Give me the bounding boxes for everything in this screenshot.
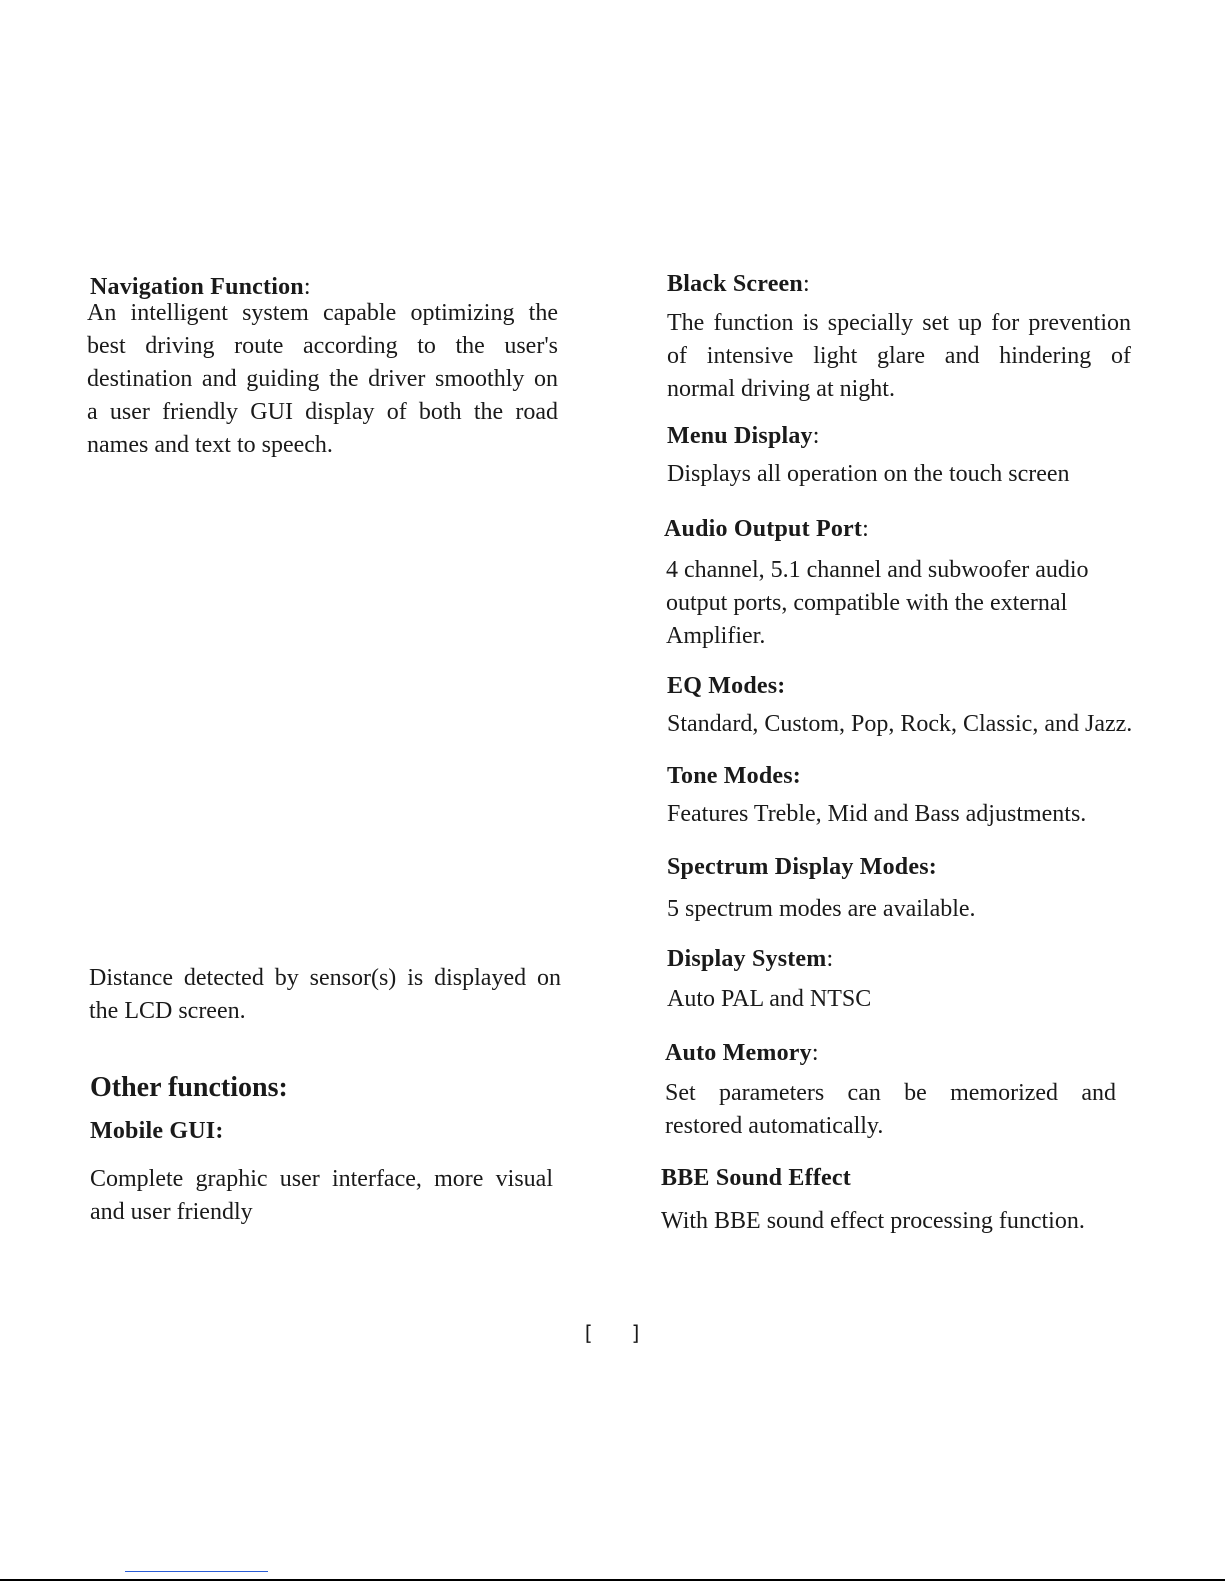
navigation-paragraph: An intelligent system capable optimizing the best driving route according to the user's destination and guiding the driver smoothly on a user friendly GUI display of both the road names and text to speech. xyxy=(87,300,558,458)
audio-output-paragraph: 4 channel, 5.1 channel and subwoofer audio output ports, compatible with the external Amplifier. xyxy=(666,557,1089,649)
sensor-paragraph: Distance detected by sensor(s) is displayed on the LCD screen. xyxy=(89,965,561,1024)
mobile-gui-paragraph: Complete graphic user interface, more visual and user friendly xyxy=(90,1166,553,1225)
bbe-heading: BBE Sound Effect xyxy=(661,1165,851,1191)
auto-memory-heading: Auto Memory: xyxy=(665,1040,819,1066)
page-number-marker: [ ] xyxy=(582,1321,643,1345)
tone-modes-heading: Tone Modes: xyxy=(667,763,801,789)
other-functions-title: Other functions: xyxy=(90,1072,288,1103)
menu-display-heading: Menu Display: xyxy=(667,423,820,449)
spectrum-paragraph: 5 spectrum modes are available. xyxy=(667,896,976,922)
auto-memory-paragraph: Set parameters can be memorized and restored automatically. xyxy=(665,1080,1116,1139)
mobile-gui-heading: Mobile GUI: xyxy=(90,1118,224,1144)
black-screen-paragraph: The function is specially set up for prevention of intensive light glare and hindering of normal driving at night. xyxy=(667,310,1131,402)
black-screen-heading: Black Screen: xyxy=(667,271,810,297)
navigation-heading: Navigation Function: xyxy=(90,274,311,300)
footer-link-underline xyxy=(125,1571,268,1572)
spectrum-heading: Spectrum Display Modes: xyxy=(667,854,937,880)
bottom-rule xyxy=(0,1579,1225,1581)
eq-modes-heading: EQ Modes: xyxy=(667,673,786,699)
bbe-paragraph: With BBE sound effect processing function. xyxy=(661,1208,1085,1234)
display-system-heading: Display System: xyxy=(667,946,834,972)
eq-modes-paragraph: Standard, Custom, Pop, Rock, Classic, and Jazz. xyxy=(667,711,1133,737)
tone-modes-paragraph: Features Treble, Mid and Bass adjustments. xyxy=(667,801,1087,827)
menu-display-paragraph: Displays all operation on the touch screen xyxy=(667,461,1070,487)
display-system-paragraph: Auto PAL and NTSC xyxy=(667,986,872,1012)
audio-output-heading: Audio Output Port: xyxy=(664,516,869,542)
